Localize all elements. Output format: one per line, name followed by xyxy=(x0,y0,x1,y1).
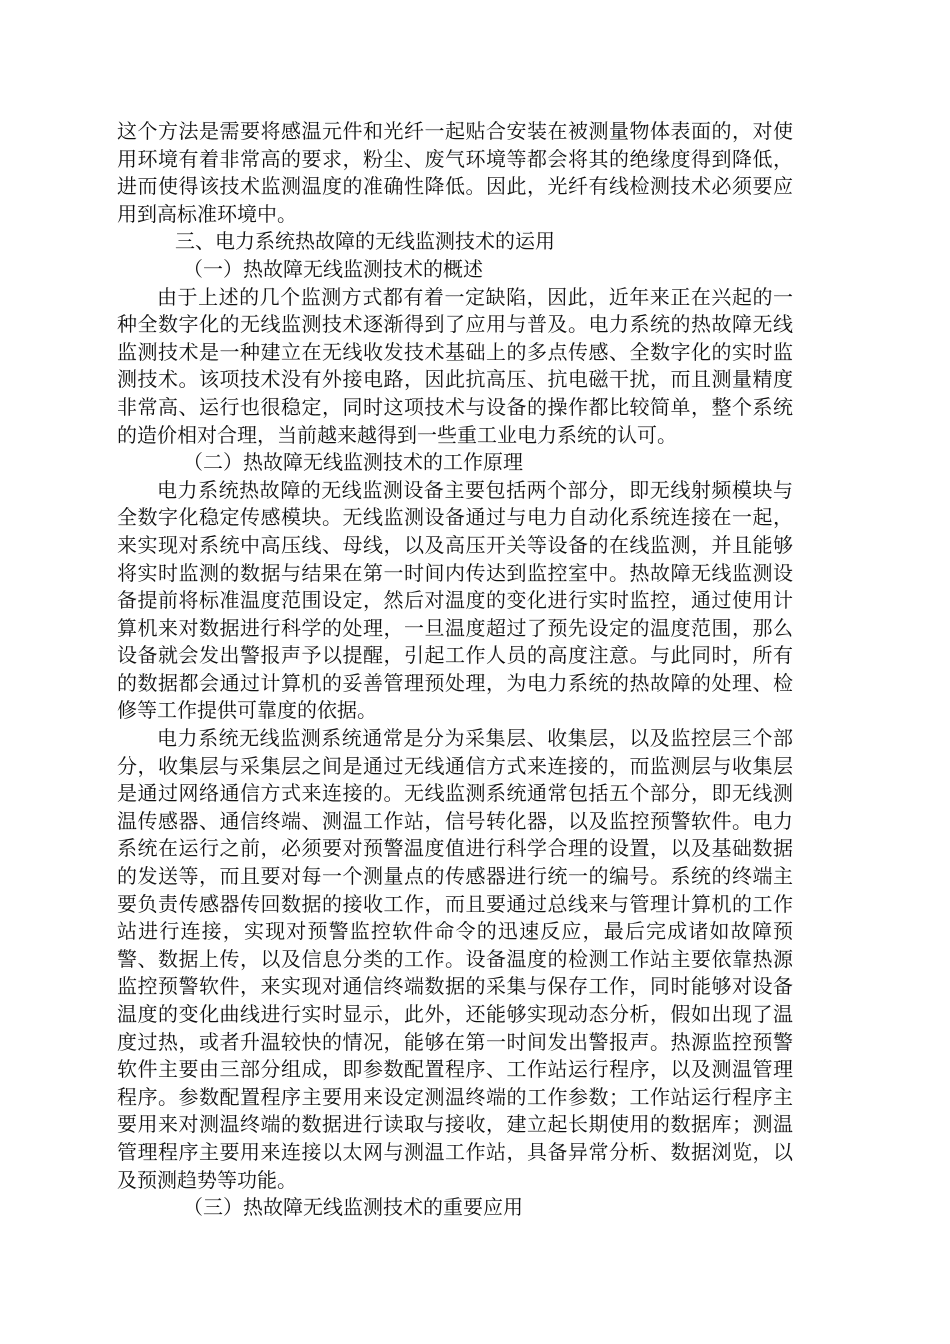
subsection-heading-overview: （一）热故障无线监测技术的概述 xyxy=(183,256,483,281)
paragraph-overview: 由于上述的几个监测方式都有着一定缺陷，因此，近年来正在兴起的一种全数字化的无线监测技术逐渐得到了应用与普及。电力系统的热故障无线监测技术是一种建立在无线收发技术基础上的多点传感、全数字化的实时监测技术。该项技术没有外接电路，因此抗高压、抗电磁干扰，而且测量精度非常高、运行也很稳定，同时这项技术与设备的操作都比较简单，整个系统的造价相对合理，当前越来越得到一些重工业电力系统的认可。 xyxy=(117,284,793,447)
subsection-heading-applications: （三）热故障无线监测技术的重要应用 xyxy=(183,1195,523,1220)
section-heading-wireless-monitoring: 三、电力系统热故障的无线监测技术的运用 xyxy=(175,229,555,254)
subsection-heading-working-principle: （二）热故障无线监测技术的工作原理 xyxy=(183,450,523,475)
paragraph-system-structure: 电力系统无线监测系统通常是分为采集层、收集层，以及监控层三个部分，收集层与采集层之间是通过无线通信方式来连接的，而监测层与收集层是通过网络通信方式来连接的。无线监测系统通常包括五个部分，即无线测温传感器、通信终端、测温工作站，信号转化器，以及监控预警软件。电力系统在运行之前，必须要对预警温度值进行科学合理的设置，以及基础数据的发送等，而且要对每一个测量点的传感器进行统一的编号。系统的终端主要负责传感器传回数据的接收工作，而且要通过总线来与管理计算机的工作站进行连接，实现对预警监控软件命令的迅速反应，最后完成诸如故障预警、数据上传，以及信息分类的工作。设备温度的检测工作站主要依靠热源监控预警软件，来实现对通信终端数据的采集与保存工作，同时能够对设备温度的变化曲线进行实时显示，此外，还能够实现动态分析，假如出现了温度过热，或者升温较快的情况，能够在第一时间发出警报声。热源监控预警软件主要由三部分组成，即参数配置程序、工作站运行程序，以及测温管理程序。参数配置程序主要用来设定测温终端的工作参数；工作站运行程序主要用来对测温终端的数据进行读取与接收，建立起长期使用的数据库；测温管理程序主要用来连接以太网与测温工作站，具备异常分析、数据浏览，以及预测趋势等功能。 xyxy=(117,726,793,1192)
paragraph-working-principle: 电力系统热故障的无线监测设备主要包括两个部分，即无线射频模块与全数字化稳定传感模块。无线监测设备通过与电力自动化系统连接在一起，来实现对系统中高压线、母线，以及高压开关等设备的在线监测，并且能够将实时监测的数据与结果在第一时间内传达到监控室中。热故障无线监测设备提前将标准温度范围设定，然后对温度的变化进行实时监控，通过使用计算机来对数据进行科学的处理，一旦温度超过了预先设定的温度范围，那么设备就会发出警报声予以提醒，引起工作人员的高度注意。与此同时，所有的数据都会通过计算机的妥善管理预处理，为电力系统的热故障的处理、检修等工作提供可靠度的依据。 xyxy=(117,477,793,723)
document-page xyxy=(117,118,793,1222)
paragraph-optical-fiber-conclusion: 这个方法是需要将感温元件和光纤一起贴合安装在被测量物体表面的，对使用环境有着非常高的要求，粉尘、废气环境等都会将其的绝缘度得到降低，进而使得该技术监测温度的准确性降低。因此，光纤有线检测技术必须要应用到高标准环境中。 xyxy=(117,119,793,226)
